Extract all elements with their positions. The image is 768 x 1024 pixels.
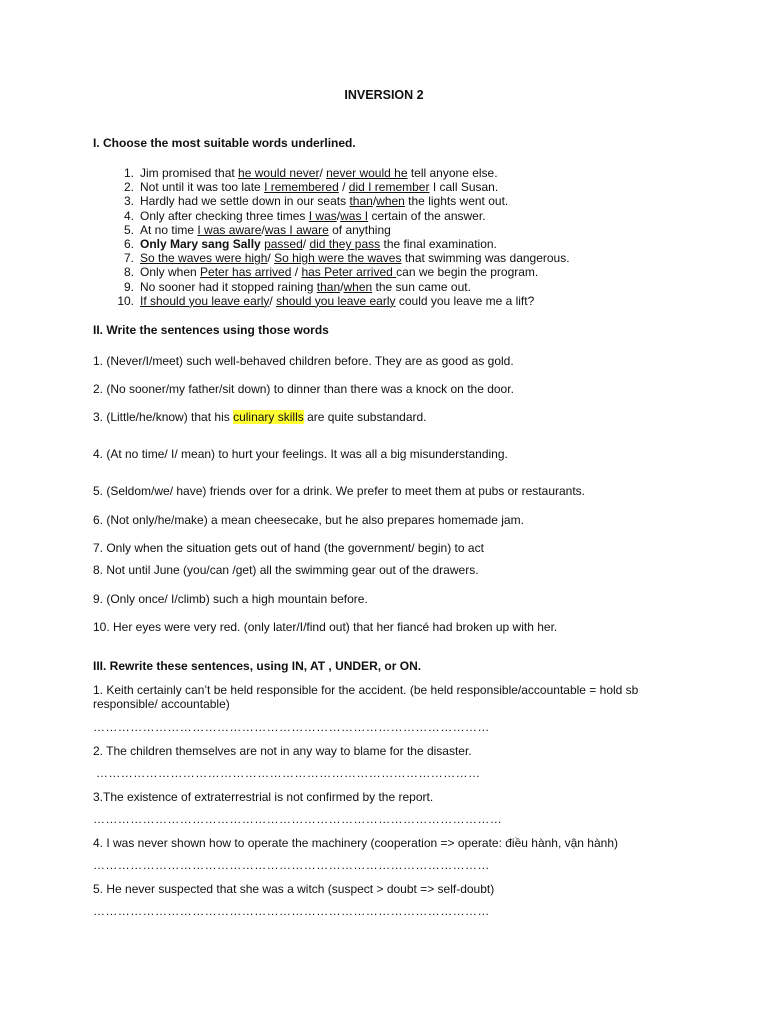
- answer-line: ……………………………………………………………………………………: [93, 904, 490, 918]
- section-3-heading: III. Rewrite these sentences, using IN, AT , UNDER, or ON.: [93, 659, 422, 673]
- underlined-option: Peter has arrived: [200, 265, 292, 280]
- text-segment: /: [372, 194, 377, 209]
- text-segment: 2. (No sooner/my father/sit down) to dinner than there was a knock on the door.: [93, 382, 514, 396]
- underlined-option: when: [343, 279, 373, 294]
- item-number: 3.: [123, 194, 134, 209]
- item-number: 9.: [123, 279, 134, 294]
- text-segment: that swimming was dangerous.: [401, 251, 570, 266]
- section-1-list: [0, 166, 768, 308]
- exercise-sentence: [93, 447, 508, 461]
- text-segment: are quite substandard.: [303, 410, 427, 424]
- text-segment: /: [319, 166, 327, 180]
- list-item: [0, 251, 768, 265]
- item-text: [140, 237, 497, 251]
- item-number: 4.: [123, 208, 134, 223]
- item-text: [140, 209, 486, 223]
- underlined-option: was I aware: [264, 222, 329, 237]
- exercise-sentence: [93, 410, 427, 424]
- list-item: [0, 237, 768, 251]
- rewrite-prompt: 2. The children themselves are not in any way to blame for the disaster.: [93, 744, 472, 758]
- text-segment: 8. Not until June (you/can /get) all the swimming gear out of the drawers.: [93, 563, 479, 577]
- bold-text: Only Mary sang Sally: [140, 236, 265, 251]
- text-segment: tell anyone else.: [407, 166, 498, 180]
- text-segment: /: [336, 208, 341, 223]
- text-segment: /: [261, 222, 265, 237]
- list-item: [0, 294, 768, 308]
- text-segment: No sooner had it stopped raining: [140, 279, 317, 294]
- item-text: [140, 166, 498, 180]
- underlined-option: I remembered: [264, 180, 339, 195]
- item-text: [140, 251, 570, 265]
- underlined-option: when: [376, 194, 405, 209]
- page-title: INVERSION 2: [344, 88, 424, 102]
- text-segment: 7. Only when the situation gets out of hand (the government/ begin) to act: [93, 541, 484, 555]
- exercise-sentence: [93, 541, 484, 555]
- text-segment: 4. (At no time/ I/ mean) to hurt your feelings. It was all a big misunderstanding.: [93, 447, 508, 461]
- underlined-option: he would never: [238, 166, 320, 180]
- text-segment: 5. (Seldom/we/ have) friends over for a drink. We prefer to meet them at pubs or restaurants.: [93, 484, 585, 498]
- underlined-option: did they pass: [309, 236, 381, 251]
- text-segment: Only after checking three times: [140, 208, 309, 223]
- highlighted-text: culinary skills: [233, 410, 304, 424]
- exercise-sentence: [93, 592, 368, 606]
- list-item: [0, 223, 768, 237]
- section-2-heading: II. Write the sentences using those words: [93, 323, 329, 337]
- text-segment: 6. (Not only/he/make) a mean cheesecake, but he also prepares homemade jam.: [93, 513, 524, 527]
- item-number: 7.: [123, 251, 134, 266]
- rewrite-prompt: 1. Keith certainly can’t be held responsible for the accident. (be held responsible/accountable = hold sb responsible/ accountable): [93, 683, 639, 711]
- text-segment: At no time: [140, 222, 198, 237]
- underlined-option: did I remember: [348, 180, 430, 195]
- text-segment: could you leave me a lift?: [395, 293, 535, 308]
- exercise-sentence: [93, 513, 524, 527]
- list-item: [0, 209, 768, 223]
- text-segment: 10. Her eyes were very red. (only later/I/find out) that her fiancé had broken up with her.: [93, 620, 558, 634]
- text-segment: 1. (Never/I/meet) such well-behaved children before. They are as good as gold.: [93, 354, 514, 368]
- text-segment: certain of the answer.: [368, 208, 486, 223]
- exercise-sentence: [93, 354, 514, 368]
- text-segment: /: [267, 251, 275, 266]
- text-segment: /: [338, 180, 349, 195]
- text-segment: 3. (Little/he/know) that his: [93, 410, 234, 424]
- underlined-option: should you leave early: [276, 293, 396, 308]
- text-segment: can we begin the program.: [396, 265, 539, 280]
- exercise-sentence: [93, 563, 479, 577]
- answer-line: ……………………………………………………………………………………: [93, 858, 490, 872]
- rewrite-prompt: 3.The existence of extraterrestrial is not confirmed by the report.: [93, 790, 434, 804]
- underlined-option: So the waves were high: [140, 251, 268, 266]
- text-segment: of anything: [328, 222, 391, 237]
- underlined-option: passed: [264, 236, 303, 251]
- underlined-option: never would he: [326, 166, 408, 180]
- underlined-option: has Peter arrived: [301, 265, 397, 280]
- list-item: [0, 166, 768, 180]
- item-text: [140, 265, 538, 279]
- list-item: [0, 280, 768, 294]
- underlined-option: was I: [340, 208, 369, 223]
- text-segment: the lights went out.: [404, 194, 509, 209]
- item-text: [140, 280, 471, 294]
- item-text: [140, 294, 534, 308]
- underlined-option: than: [349, 194, 373, 209]
- rewrite-prompt: 5. He never suspected that she was a witch (suspect > doubt => self-doubt): [93, 882, 495, 896]
- text-segment: the final examination.: [380, 236, 497, 251]
- list-item: [0, 194, 768, 208]
- list-item: [0, 180, 768, 194]
- item-number: 6.: [123, 236, 134, 251]
- item-text: [140, 194, 508, 208]
- underlined-option: I was: [308, 208, 337, 223]
- text-segment: Only when: [140, 265, 201, 280]
- underlined-option: If should you leave early: [140, 293, 270, 308]
- exercise-sentence: [93, 484, 585, 498]
- text-segment: /: [269, 293, 277, 308]
- text-segment: I call Susan.: [429, 180, 499, 195]
- underlined-option: So high were the waves: [274, 251, 402, 266]
- text-segment: 9. (Only once/ I/climb) such a high mountain before.: [93, 592, 368, 606]
- underlined-option: than: [316, 279, 341, 294]
- item-number: 5.: [123, 222, 134, 237]
- text-segment: Jim promised that: [140, 166, 239, 180]
- rewrite-prompt: 4. I was never shown how to operate the machinery (cooperation => operate: điều hành, vận hành): [93, 836, 618, 850]
- item-number: 8.: [123, 265, 134, 280]
- exercise-sentence: [93, 382, 514, 396]
- text-segment: /: [291, 265, 302, 280]
- text-segment: Not until it was too late: [140, 180, 265, 195]
- item-text: [140, 180, 498, 194]
- item-number: 2.: [123, 180, 134, 195]
- item-text: [140, 223, 391, 237]
- exercise-sentence: [93, 620, 557, 634]
- answer-line: ………………………………………………………………………………………: [93, 812, 503, 826]
- item-number: 1.: [123, 166, 134, 180]
- text-segment: Hardly had we settle down in our seats: [140, 194, 350, 209]
- list-item: [0, 265, 768, 279]
- item-number: 10.: [117, 293, 134, 308]
- text-segment: /: [340, 279, 344, 294]
- section-1-heading: I. Choose the most suitable words underlined.: [93, 136, 356, 150]
- text-segment: the sun came out.: [372, 279, 471, 294]
- answer-line: ……………………………………………………………………………………: [93, 720, 490, 734]
- text-segment: /: [302, 236, 310, 251]
- underlined-option: I was aware: [197, 222, 262, 237]
- answer-line: …………………………………………………………………………………: [96, 766, 481, 780]
